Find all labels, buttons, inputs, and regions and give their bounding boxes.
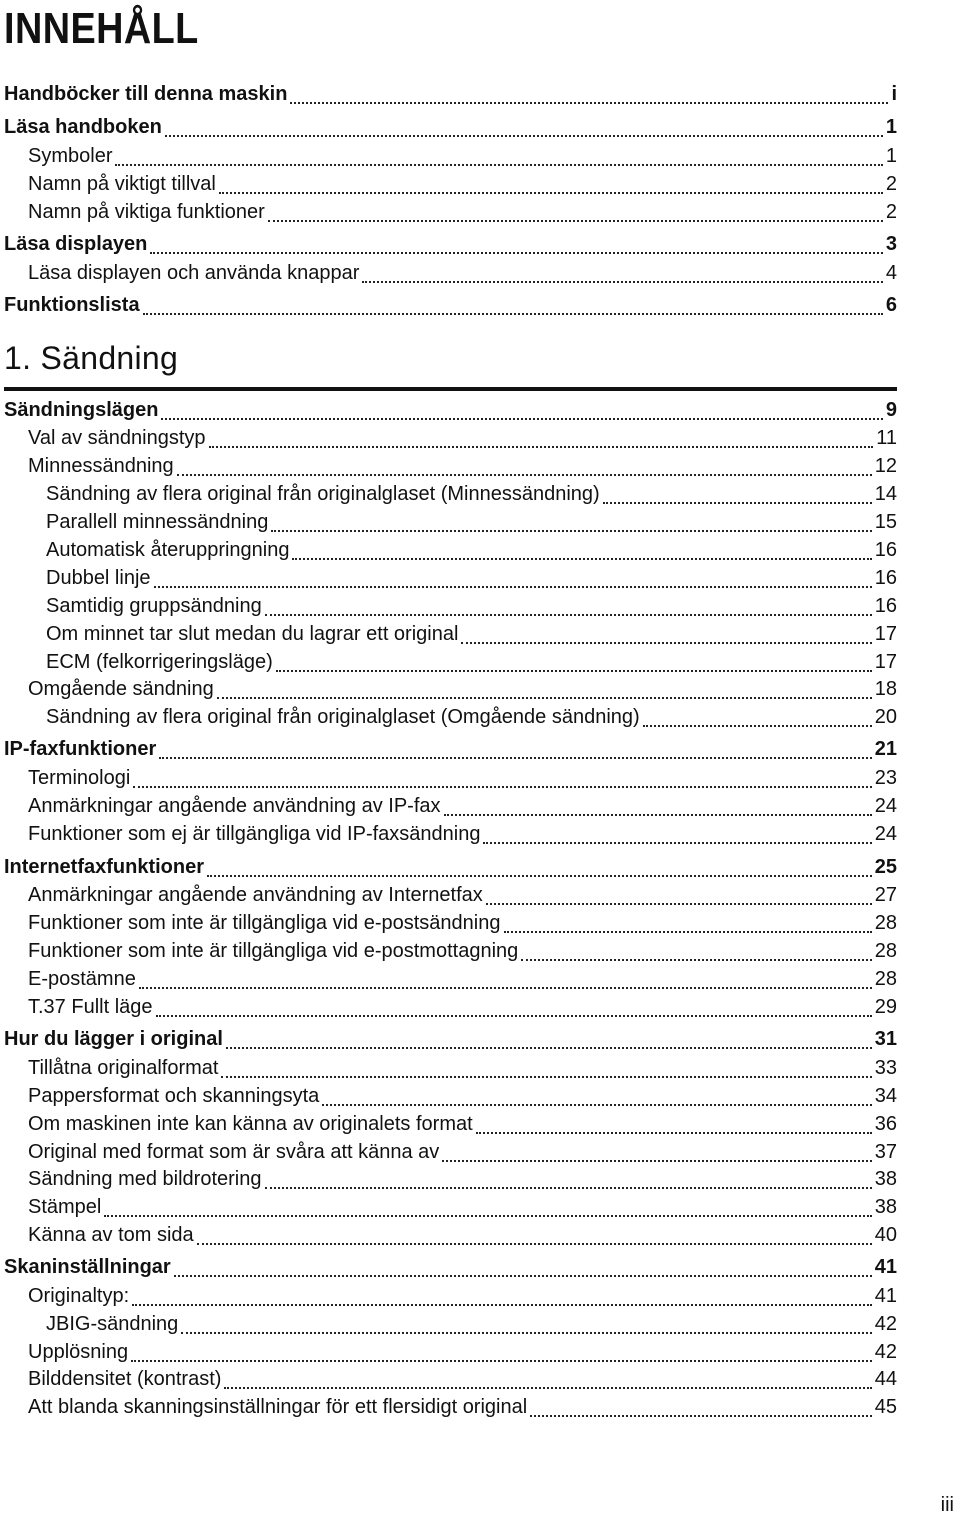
toc-entry[interactable]	[28, 1368, 897, 1396]
toc-heading-entry[interactable]	[4, 1256, 897, 1284]
toc-entry[interactable]	[28, 1141, 897, 1169]
chapter-title: 1. Sändning	[4, 340, 179, 376]
toc-entry-label: Funktionslista	[4, 294, 140, 316]
toc-entry-label: Symboler	[28, 145, 113, 167]
toc-entry-label: Parallell minnessändning	[46, 511, 269, 533]
toc-entry-label: Sändning av flera original från originalglaset (Omgående sändning)	[46, 706, 640, 728]
dot-leader	[207, 875, 872, 877]
toc-entry-page: 3	[885, 233, 897, 255]
toc-entry[interactable]	[46, 706, 897, 734]
toc-entry-page: 38	[874, 1168, 897, 1190]
toc-entry[interactable]	[46, 1313, 897, 1341]
toc-heading-entry[interactable]	[4, 738, 897, 766]
toc-entry-page: 9	[885, 399, 897, 421]
toc-entry-page: 25	[874, 856, 897, 878]
toc-entry[interactable]	[28, 455, 897, 483]
toc-entry-page: 21	[874, 738, 897, 760]
toc-heading-entry[interactable]	[4, 116, 897, 144]
dot-leader	[530, 1415, 872, 1417]
toc-entry-page: 36	[874, 1113, 897, 1135]
toc-entry-label: Funktioner som ej är tillgängliga vid IP-faxsändning	[28, 823, 481, 845]
toc-entry-label: Handböcker till denna maskin	[4, 83, 288, 105]
toc-entry-label: Stämpel	[28, 1196, 102, 1218]
dot-leader	[292, 558, 871, 560]
toc-entry-page: 41	[874, 1256, 897, 1278]
dot-leader	[181, 1332, 871, 1334]
toc-heading-entry[interactable]	[4, 294, 897, 322]
toc-entry-page: 1	[885, 116, 897, 138]
toc-entry-label: Läsa handboken	[4, 116, 162, 138]
toc-entry[interactable]	[28, 1113, 897, 1141]
toc-entry-page: 16	[874, 539, 897, 561]
toc-entry[interactable]	[28, 767, 897, 795]
toc-heading-entry[interactable]	[4, 856, 897, 884]
toc-entry-label: Funktioner som inte är tillgängliga vid e-postmottagning	[28, 940, 519, 962]
toc-entry-label: Läsa displayen och använda knappar	[28, 262, 360, 284]
toc-entry-page: 24	[874, 795, 897, 817]
toc-entry-label: Skaninställningar	[4, 1256, 171, 1278]
toc-entry[interactable]	[28, 912, 897, 940]
dot-leader	[265, 614, 872, 616]
toc-entry[interactable]	[28, 201, 897, 229]
dot-leader	[156, 1015, 872, 1017]
toc-entry-page: 16	[874, 595, 897, 617]
dot-leader	[322, 1104, 871, 1106]
toc-entry-page: 6	[885, 294, 897, 316]
toc-entry-label: Funktioner som inte är tillgängliga vid e-postsändning	[28, 912, 501, 934]
toc-entry[interactable]	[28, 173, 897, 201]
toc-entry-label: Upplösning	[28, 1341, 129, 1363]
dot-leader	[133, 786, 871, 788]
toc-entry-label: E-postämne	[28, 968, 136, 990]
dot-leader	[521, 959, 871, 961]
dot-leader	[150, 252, 882, 254]
toc-entry[interactable]	[46, 511, 897, 539]
dot-leader	[442, 1160, 871, 1162]
dot-leader	[209, 446, 874, 448]
dot-leader	[177, 474, 872, 476]
toc-entry-label: Anmärkningar angående användning av Internetfax	[28, 884, 483, 906]
dot-leader	[165, 135, 883, 137]
toc-entry-label: Omgående sändning	[28, 678, 214, 700]
toc-entry[interactable]	[28, 145, 897, 173]
dot-leader	[643, 725, 872, 727]
toc-entry-label: Att blanda skanningsinställningar för ett flersidigt original	[28, 1396, 528, 1418]
toc-entry-page: 4	[885, 262, 897, 284]
toc-heading-entry[interactable]	[4, 399, 897, 427]
toc-entry-page: 38	[874, 1196, 897, 1218]
toc-entry[interactable]	[28, 1168, 897, 1196]
toc-entry[interactable]	[28, 1085, 897, 1113]
toc-heading-entry[interactable]	[4, 1028, 897, 1056]
dot-leader	[290, 102, 888, 104]
toc-entry[interactable]	[28, 427, 897, 455]
dot-leader	[362, 281, 883, 283]
toc-entry-label: Hur du lägger i original	[4, 1028, 223, 1050]
toc-entry-label: ECM (felkorrigeringsläge)	[46, 651, 273, 673]
toc-entry-page: 40	[874, 1224, 897, 1246]
toc-entry-page: i	[891, 83, 897, 105]
toc-entry[interactable]	[28, 795, 897, 823]
toc-entry[interactable]	[28, 1057, 897, 1085]
toc-entry[interactable]	[46, 539, 897, 567]
toc-entry-page: 24	[874, 823, 897, 845]
toc-entry-label: Tillåtna originalformat	[28, 1057, 219, 1079]
toc-entry-label: Val av sändningstyp	[28, 427, 206, 449]
dot-leader	[154, 586, 872, 588]
toc-entry-label: Namn på viktigt tillval	[28, 173, 216, 195]
toc-entry-page: 16	[874, 567, 897, 589]
dot-leader	[197, 1243, 872, 1245]
dot-leader	[115, 164, 882, 166]
dot-leader	[226, 1047, 872, 1049]
toc-entry[interactable]	[46, 623, 897, 651]
toc-entry-label: Samtidig gruppsändning	[46, 595, 262, 617]
dot-leader	[221, 1076, 871, 1078]
toc-entry[interactable]	[28, 678, 897, 706]
dot-leader	[265, 1187, 872, 1189]
toc-entry-label: JBIG-sändning	[46, 1313, 179, 1335]
toc-entry[interactable]	[46, 483, 897, 511]
toc-entry-label: Internetfaxfunktioner	[4, 856, 205, 878]
page-number: iii	[940, 1494, 954, 1516]
toc-entry-page: 28	[874, 912, 897, 934]
toc-entry-label: Pappersformat och skanningsyta	[28, 1085, 320, 1107]
toc-entry[interactable]	[46, 595, 897, 623]
toc-entry-page: 33	[874, 1057, 897, 1079]
toc-entry[interactable]	[28, 884, 897, 912]
dot-leader	[159, 757, 872, 759]
toc-entry-page: 12	[874, 455, 897, 477]
toc-entry-page: 41	[874, 1285, 897, 1307]
toc-entry-page: 1	[885, 145, 897, 167]
toc-entry-page: 17	[874, 651, 897, 673]
toc-entry-page: 18	[874, 678, 897, 700]
toc-entry[interactable]	[28, 262, 897, 290]
toc-entry-page: 28	[874, 968, 897, 990]
toc-entry-label: Namn på viktiga funktioner	[28, 201, 265, 223]
toc-entry-page: 15	[874, 511, 897, 533]
page-title: INNEHÅLL	[4, 4, 199, 53]
dot-leader	[483, 842, 871, 844]
toc-entry-label: Om maskinen inte kan känna av originalets format	[28, 1113, 473, 1135]
toc-entry-page: 31	[874, 1028, 897, 1050]
dot-leader	[139, 987, 872, 989]
toc-entry-page: 17	[874, 623, 897, 645]
dot-leader	[268, 220, 883, 222]
toc-entry-label: Sändning med bildrotering	[28, 1168, 262, 1190]
chapter-divider	[4, 387, 897, 391]
toc-entry[interactable]	[28, 996, 897, 1024]
toc-entry-label: Om minnet tar slut medan du lagrar ett original	[46, 623, 459, 645]
dot-leader	[104, 1215, 871, 1217]
dot-leader	[603, 502, 872, 504]
toc-entry-label: Terminologi	[28, 767, 131, 789]
toc-entry-label: Läsa displayen	[4, 233, 148, 255]
toc-entry-page: 42	[874, 1313, 897, 1335]
toc-entry[interactable]	[28, 968, 897, 996]
toc-entry[interactable]	[28, 1196, 897, 1224]
dot-leader	[486, 903, 872, 905]
toc-entry[interactable]	[28, 1285, 897, 1313]
dot-leader	[143, 313, 883, 315]
toc-entry-label: Känna av tom sida	[28, 1224, 194, 1246]
toc-entry-page: 27	[874, 884, 897, 906]
toc-entry-label: Sändningslägen	[4, 399, 159, 421]
toc-entry-page: 14	[874, 483, 897, 505]
toc-entry-label: Originaltyp:	[28, 1285, 130, 1307]
toc-entry-label: T.37 Fullt läge	[28, 996, 153, 1018]
dot-leader	[217, 697, 872, 699]
toc-entry-label: IP-faxfunktioner	[4, 738, 157, 760]
toc-entry-label: Automatisk återuppringning	[46, 539, 290, 561]
toc-entry[interactable]	[46, 651, 897, 679]
toc-entry[interactable]	[28, 823, 897, 851]
toc-entry-page: 42	[874, 1341, 897, 1363]
toc-entry-page: 29	[874, 996, 897, 1018]
dot-leader	[174, 1275, 872, 1277]
dot-leader	[219, 192, 883, 194]
toc-entry-label: Original med format som är svåra att känna av	[28, 1141, 440, 1163]
toc-entry[interactable]	[28, 1224, 897, 1252]
toc-entry-page: 2	[885, 201, 897, 223]
toc-entry-page: 23	[874, 767, 897, 789]
toc-entry-page: 11	[876, 427, 897, 449]
toc-entry[interactable]	[28, 940, 897, 968]
toc-entry-label: Minnessändning	[28, 455, 174, 477]
toc-entry[interactable]	[46, 567, 897, 595]
dot-leader	[224, 1387, 871, 1389]
dot-leader	[476, 1132, 872, 1134]
toc-entry-label: Bilddensitet (kontrast)	[28, 1368, 222, 1390]
toc-entry[interactable]	[28, 1341, 897, 1369]
dot-leader	[132, 1304, 872, 1306]
toc-entry-page: 45	[874, 1396, 897, 1418]
toc-heading-entry[interactable]	[4, 233, 897, 261]
toc-entry-page: 20	[874, 706, 897, 728]
dot-leader	[444, 814, 872, 816]
toc-entry[interactable]	[28, 1396, 897, 1424]
toc-entry-page: 2	[885, 173, 897, 195]
toc-heading-entry[interactable]	[4, 83, 897, 111]
toc-entry-label: Anmärkningar angående användning av IP-fax	[28, 795, 441, 817]
dot-leader	[504, 931, 872, 933]
toc-entry-page: 37	[874, 1141, 897, 1163]
dot-leader	[276, 670, 872, 672]
toc-entry-page: 44	[874, 1368, 897, 1390]
toc-entry-label: Dubbel linje	[46, 567, 151, 589]
toc-entry-page: 34	[874, 1085, 897, 1107]
dot-leader	[271, 530, 871, 532]
toc-entry-page: 28	[874, 940, 897, 962]
dot-leader	[461, 642, 871, 644]
toc-entry-label: Sändning av flera original från originalglaset (Minnessändning)	[46, 483, 600, 505]
dot-leader	[161, 418, 882, 420]
dot-leader	[131, 1360, 872, 1362]
